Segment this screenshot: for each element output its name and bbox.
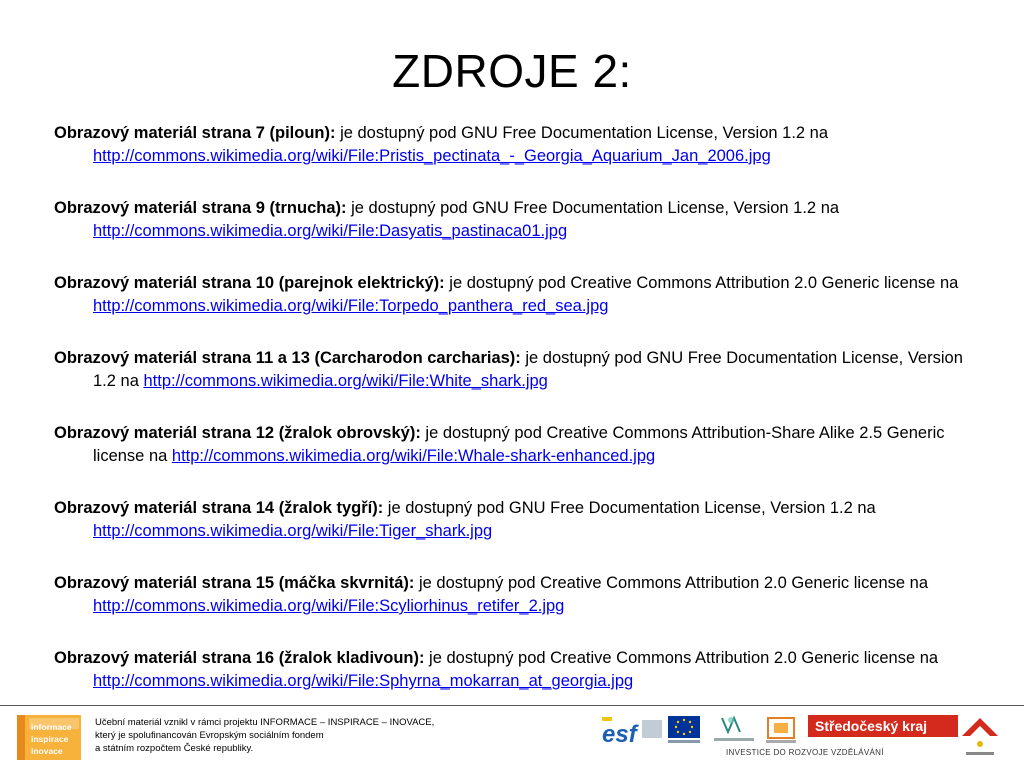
jesenice-emblem: [962, 718, 998, 755]
logo-word: inspirace: [31, 734, 69, 744]
source-entry: [54, 122, 984, 168]
entry-label: Obrazový materiál strana 7 (piloun):: [54, 124, 336, 142]
source-entry: [54, 422, 984, 468]
source-entry: [54, 572, 984, 618]
footer-line-3: a státním rozpočtem České republiky.: [95, 743, 254, 754]
entry-text: je dostupný pod Creative Commons Attribution 2.0 Generic license na: [414, 574, 929, 592]
source-entry: [54, 647, 984, 693]
source-link[interactable]: http://commons.wikimedia.org/wiki/File:Pristis_pectinata_-_Georgia_Aquarium_Jan_2006.jpg: [93, 147, 771, 165]
sources-list: [54, 122, 984, 722]
footer-line-1: Učební materiál vznikl v rámci projektu INFORMACE – INSPIRACE – INOVACE,: [95, 717, 435, 728]
kraj-label: Středočeský kraj: [815, 718, 928, 734]
logo-word: inovace: [31, 746, 63, 756]
eu-flag-icon: [668, 716, 700, 743]
investment-caption: INVESTICE DO ROZVOJE VZDĚLÁVÁNÍ: [726, 748, 884, 757]
entry-label: Obrazový materiál strana 16 (žralok kladivoun):: [54, 649, 425, 667]
entry-text: je dostupný pod GNU Free Documentation License, Version 1.2 na: [346, 199, 840, 217]
entry-label: Obrazový materiál strana 10 (parejnok elektrický):: [54, 274, 445, 292]
esf-logo: [602, 717, 662, 748]
entry-label: Obrazový materiál strana 14 (žralok tygří):: [54, 499, 384, 517]
footer-text: [95, 716, 434, 755]
footer-line-2: který je spolufinancován Evropským sociálním fondem: [95, 730, 324, 741]
source-link[interactable]: http://commons.wikimedia.org/wiki/File:Torpedo_panthera_red_sea.jpg: [93, 297, 609, 315]
entry-label: Obrazový materiál strana 12 (žralok obrovský):: [54, 424, 421, 442]
entry-label: Obrazový materiál strana 15 (máčka skvrnitá):: [54, 574, 415, 592]
source-entry: [54, 497, 984, 543]
iii-project-logo: [17, 715, 81, 760]
source-link[interactable]: http://commons.wikimedia.org/wiki/File:White_shark.jpg: [143, 372, 548, 390]
stredocesky-kraj-logo: [808, 715, 958, 737]
entry-label: Obrazový materiál strana 11 a 13 (Carcharodon carcharias):: [54, 349, 521, 367]
msmt-logo: [714, 717, 754, 741]
op-vk-logo: [766, 718, 796, 743]
entry-text: je dostupný pod Creative Commons Attribution 2.0 Generic license na: [444, 274, 959, 292]
entry-label: Obrazový materiál strana 9 (trnucha):: [54, 199, 347, 217]
entry-text: je dostupný pod GNU Free Documentation License, Version 1.2 na: [93, 349, 963, 390]
entry-text: je dostupný pod Creative Commons Attribution-Share Alike 2.5 Generic license na: [93, 424, 945, 465]
source-entry: [54, 347, 984, 393]
source-entry: [54, 272, 984, 318]
logo-word: informace: [31, 722, 72, 732]
source-link[interactable]: http://commons.wikimedia.org/wiki/File:Whale-shark-enhanced.jpg: [171, 447, 656, 465]
source-entry: [54, 197, 984, 243]
source-link[interactable]: http://commons.wikimedia.org/wiki/File:Sphyrna_mokarran_at_georgia.jpg: [93, 672, 634, 690]
entry-text: je dostupný pod Creative Commons Attribution 2.0 Generic license na: [424, 649, 939, 667]
source-link[interactable]: http://commons.wikimedia.org/wiki/File:Dasyatis_pastinaca01.jpg: [93, 222, 568, 240]
footer: [0, 700, 1024, 768]
entry-text: je dostupný pod GNU Free Documentation License, Version 1.2 na: [335, 124, 829, 142]
slide-title: ZDROJE 2:: [392, 45, 632, 97]
footer-divider: [0, 705, 1024, 706]
esf-label: esf: [602, 721, 637, 748]
entry-text: je dostupný pod GNU Free Documentation License, Version 1.2 na: [383, 499, 876, 517]
source-link[interactable]: http://commons.wikimedia.org/wiki/File:Tiger_shark.jpg: [93, 522, 493, 540]
source-link[interactable]: http://commons.wikimedia.org/wiki/File:Scyliorhinus_retifer_2.jpg: [93, 597, 565, 615]
